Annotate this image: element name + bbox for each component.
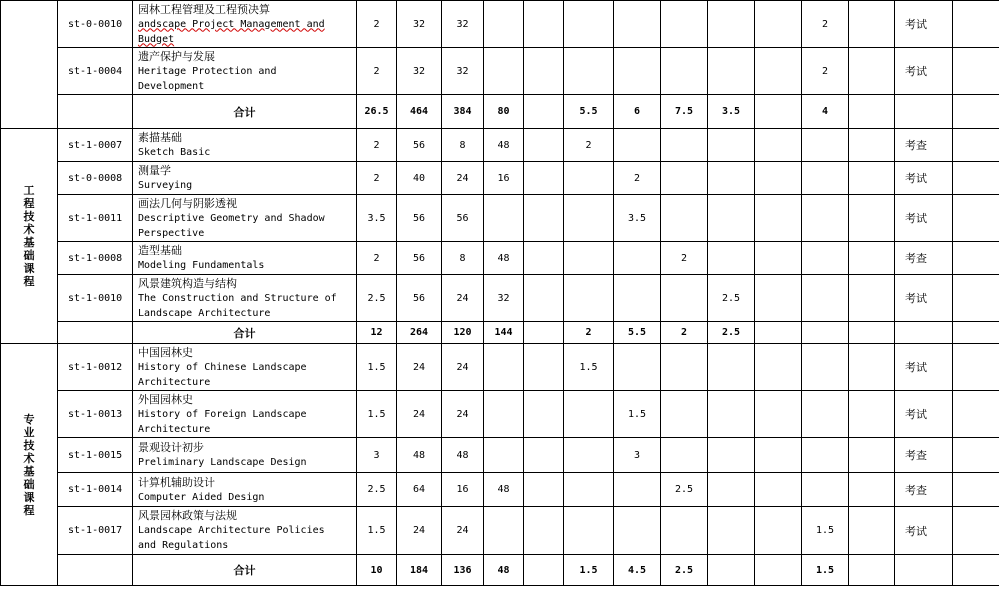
course-name: [133, 438, 357, 473]
semester-2-total: 5.5: [614, 322, 661, 344]
course-code: st-1-0011: [58, 195, 133, 242]
course-name-en: Computer Aided Design: [138, 491, 265, 503]
lecture-hours: 16: [442, 473, 484, 507]
total-hours: 24: [397, 344, 442, 391]
group-label-cell: [1, 344, 58, 586]
practice-hours: [484, 1, 524, 48]
course-code: st-0-0008: [58, 162, 133, 195]
table-row: [1, 242, 999, 275]
semester-5: [755, 129, 802, 162]
total-hours: 48: [397, 438, 442, 473]
credit: 2: [357, 48, 397, 95]
semester-5: [755, 344, 802, 391]
semester-6: [802, 195, 849, 242]
course-name-zh: 风景建筑构造与结构: [138, 276, 237, 290]
empty-cell: [524, 344, 564, 391]
course-name: [133, 473, 357, 507]
semester-2: [614, 275, 661, 322]
semester-2: [614, 48, 661, 95]
exam-type: 考查: [895, 473, 953, 507]
semester-6: 1.5: [802, 507, 849, 555]
semester-6-total: 1.5: [802, 555, 849, 586]
course-name-zh: 画法几何与阴影透视: [138, 196, 237, 210]
semester-2: 1.5: [614, 391, 661, 438]
course-name-en: Preliminary Landscape Design: [138, 457, 307, 468]
course-name-zh: 中国园林史: [138, 345, 193, 359]
empty-cell: [849, 322, 895, 344]
total-hours: 32: [397, 48, 442, 95]
practice-hours: 48: [484, 242, 524, 275]
semester-6: [802, 438, 849, 473]
credit: 2: [357, 129, 397, 162]
exam-type: 考试: [895, 162, 953, 195]
total-row: [1, 95, 999, 129]
semester-5: [755, 507, 802, 555]
empty-cell: [953, 344, 999, 391]
exam-type: 考查: [895, 242, 953, 275]
exam-type: 考查: [895, 129, 953, 162]
total-hours: 56: [397, 195, 442, 242]
semester-2: [614, 473, 661, 507]
empty-cell: [524, 555, 564, 586]
course-name: [133, 129, 357, 162]
course-name-en: Heritage Protection and Development: [138, 65, 277, 92]
lecture-hours: 24: [442, 344, 484, 391]
semester-1: [564, 507, 614, 555]
semester-6: 2: [802, 48, 849, 95]
lecture-hours: 32: [442, 1, 484, 48]
semester-4-total: [708, 555, 755, 586]
exam-type: 考试: [895, 391, 953, 438]
exam-type: 考试: [895, 344, 953, 391]
lecture-hours: 24: [442, 391, 484, 438]
lecture-hours: 24: [442, 162, 484, 195]
course-code: st-1-0008: [58, 242, 133, 275]
hours-total: 264: [397, 322, 442, 344]
course-name-zh: 计算机辅助设计: [138, 475, 215, 489]
course-name: [133, 344, 357, 391]
total-hours: 56: [397, 275, 442, 322]
semester-1: [564, 162, 614, 195]
course-name-en: Surveying: [138, 180, 193, 191]
semester-3-total: 2: [661, 322, 708, 344]
total-label: 合计: [133, 555, 357, 586]
total-hours: 56: [397, 242, 442, 275]
semester-3: [661, 344, 708, 391]
table-row: [1, 391, 999, 438]
course-name-zh: 园林工程管理及工程预决算: [138, 2, 270, 16]
semester-4: [708, 344, 755, 391]
empty-cell: [524, 1, 564, 48]
semester-6: 2: [802, 1, 849, 48]
semester-4-total: 3.5: [708, 95, 755, 129]
semester-3: [661, 195, 708, 242]
practice-hours: [484, 507, 524, 555]
semester-2-total: 4.5: [614, 555, 661, 586]
exam-type: 考试: [895, 275, 953, 322]
table-row: [1, 195, 999, 242]
empty-cell: [895, 95, 953, 129]
semester-6-total: [802, 322, 849, 344]
semester-1: [564, 1, 614, 48]
total-label: 合计: [133, 322, 357, 344]
empty-cell: [524, 391, 564, 438]
semester-2-total: 6: [614, 95, 661, 129]
empty-cell: [849, 391, 895, 438]
empty-cell: [524, 507, 564, 555]
empty-cell: [524, 322, 564, 344]
credit-total: 10: [357, 555, 397, 586]
credit: 3.5: [357, 195, 397, 242]
practice-hours: [484, 344, 524, 391]
course-name: [133, 275, 357, 322]
course-name-en: andscape Project Management and Budget: [138, 18, 325, 45]
empty-cell: [849, 1, 895, 48]
semester-5: [755, 438, 802, 473]
course-name-zh: 景观设计初步: [138, 441, 204, 454]
semester-2: 2: [614, 162, 661, 195]
empty-cell: [524, 95, 564, 129]
table-row: [1, 1, 999, 48]
course-name-en: Sketch Basic: [138, 147, 211, 158]
credit: 1.5: [357, 344, 397, 391]
semester-1-total: 2: [564, 322, 614, 344]
course-name-en: History of Foreign Landscape Architecture: [138, 408, 307, 435]
practice-hours: 32: [484, 275, 524, 322]
total-hours: 40: [397, 162, 442, 195]
course-name: [133, 507, 357, 555]
lecture-hours: 24: [442, 275, 484, 322]
semester-2: [614, 242, 661, 275]
course-code: st-1-0015: [58, 438, 133, 473]
semester-6-total: 4: [802, 95, 849, 129]
semester-3: [661, 275, 708, 322]
course-name-zh: 风景园林政策与法规: [138, 509, 237, 522]
semester-3: [661, 48, 708, 95]
credit: 2.5: [357, 473, 397, 507]
course-name-en: Modeling Fundamentals: [138, 260, 265, 271]
exam-type: 考试: [895, 48, 953, 95]
course-code: st-1-0013: [58, 391, 133, 438]
semester-6: [802, 242, 849, 275]
hours-total: 184: [397, 555, 442, 586]
semester-1: 1.5: [564, 344, 614, 391]
empty-cell: [849, 162, 895, 195]
total-hours: 24: [397, 391, 442, 438]
credit-total: 12: [357, 322, 397, 344]
empty-cell: [895, 555, 953, 586]
semester-1: [564, 473, 614, 507]
credit: 1.5: [357, 507, 397, 555]
group-label: 工程技术基础课程: [23, 184, 35, 288]
course-name-en: The Construction and Structure of Landscape Architecture: [138, 292, 337, 319]
empty-cell: [849, 555, 895, 586]
hours-total: 464: [397, 95, 442, 129]
course-name-en: Landscape Architecture Policies and Regulations: [138, 525, 325, 551]
semester-1: [564, 438, 614, 473]
practice-hours: 48: [484, 473, 524, 507]
semester-2: [614, 344, 661, 391]
semester-6: [802, 162, 849, 195]
credit: 1.5: [357, 391, 397, 438]
course-name-en: Descriptive Geometry and Shadow Perspective: [138, 212, 325, 239]
empty-cell: [58, 322, 133, 344]
practice-hours: 48: [484, 129, 524, 162]
semester-3: [661, 391, 708, 438]
credit: 2: [357, 162, 397, 195]
empty-cell: [849, 275, 895, 322]
semester-2: [614, 1, 661, 48]
empty-cell: [524, 162, 564, 195]
semester-4: [708, 391, 755, 438]
empty-cell: [849, 48, 895, 95]
semester-5: [755, 275, 802, 322]
semester-2: [614, 129, 661, 162]
semester-1: [564, 391, 614, 438]
total-hours: 56: [397, 129, 442, 162]
course-code: st-1-0004: [58, 48, 133, 95]
semester-5: [755, 473, 802, 507]
empty-cell: [953, 275, 999, 322]
lecture-hours: 8: [442, 129, 484, 162]
practice-hours: [484, 391, 524, 438]
empty-cell: [953, 473, 999, 507]
empty-cell: [953, 1, 999, 48]
table-row: [1, 275, 999, 322]
table-row: [1, 48, 999, 95]
empty-cell: [953, 391, 999, 438]
lecture-hours: 48: [442, 438, 484, 473]
course-name-zh: 外国园林史: [138, 392, 193, 406]
semester-5: [755, 242, 802, 275]
exam-type: 考试: [895, 507, 953, 555]
course-name-zh: 遗产保护与发展: [138, 49, 215, 63]
table-row: [1, 473, 999, 507]
semester-4-total: 2.5: [708, 322, 755, 344]
semester-6: [802, 473, 849, 507]
semester-5: [755, 195, 802, 242]
semester-4: [708, 1, 755, 48]
empty-cell: [849, 129, 895, 162]
course-name: [133, 242, 357, 275]
semester-4: [708, 48, 755, 95]
practice-hours: [484, 48, 524, 95]
empty-cell: [524, 438, 564, 473]
empty-cell: [58, 555, 133, 586]
total-row: [1, 322, 999, 344]
lecture-hours: 8: [442, 242, 484, 275]
course-code: st-1-0017: [58, 507, 133, 555]
total-row: [1, 555, 999, 586]
course-name-zh: 测量学: [138, 164, 171, 177]
practice-total: 80: [484, 95, 524, 129]
exam-type: 考试: [895, 1, 953, 48]
semester-3: [661, 438, 708, 473]
semester-5: [755, 391, 802, 438]
semester-1-total: 5.5: [564, 95, 614, 129]
group-label-cell: [1, 129, 58, 344]
empty-cell: [524, 473, 564, 507]
semester-6: [802, 129, 849, 162]
course-name: [133, 195, 357, 242]
empty-cell: [524, 242, 564, 275]
semester-6: [802, 275, 849, 322]
practice-total: 144: [484, 322, 524, 344]
credit: 3: [357, 438, 397, 473]
semester-3: [661, 129, 708, 162]
table-row: [1, 438, 999, 473]
course-name-zh: 素描基础: [138, 131, 182, 144]
semester-4: [708, 438, 755, 473]
empty-cell: [953, 242, 999, 275]
exam-type: 考试: [895, 195, 953, 242]
semester-5-total: [755, 95, 802, 129]
semester-3-total: 7.5: [661, 95, 708, 129]
practice-hours: [484, 195, 524, 242]
lecture-total: 120: [442, 322, 484, 344]
semester-1: [564, 195, 614, 242]
course-code: st-1-0014: [58, 473, 133, 507]
semester-4: [708, 195, 755, 242]
empty-cell: [849, 344, 895, 391]
course-name-zh: 造型基础: [138, 244, 182, 257]
course-code: st-0-0010: [58, 1, 133, 48]
semester-6: [802, 344, 849, 391]
table-row: [1, 129, 999, 162]
credit-total: 26.5: [357, 95, 397, 129]
semester-3: [661, 507, 708, 555]
course-name: [133, 48, 357, 95]
total-hours: 24: [397, 507, 442, 555]
course-name-en: History of Chinese Landscape Architecture: [138, 361, 307, 388]
table-row: [1, 344, 999, 391]
empty-cell: [849, 438, 895, 473]
course-name: [133, 391, 357, 438]
semester-3: [661, 162, 708, 195]
empty-cell: [953, 162, 999, 195]
semester-4: [708, 473, 755, 507]
semester-1-total: 1.5: [564, 555, 614, 586]
lecture-hours: 56: [442, 195, 484, 242]
semester-1: 2: [564, 129, 614, 162]
semester-5-total: [755, 555, 802, 586]
semester-3-total: 2.5: [661, 555, 708, 586]
empty-cell: [953, 507, 999, 555]
empty-cell: [524, 195, 564, 242]
empty-cell: [953, 48, 999, 95]
semester-3: 2.5: [661, 473, 708, 507]
total-hours: 32: [397, 1, 442, 48]
empty-cell: [953, 555, 999, 586]
semester-5: [755, 48, 802, 95]
table-row: [1, 507, 999, 555]
empty-cell: [524, 129, 564, 162]
empty-cell: [524, 275, 564, 322]
empty-cell: [524, 48, 564, 95]
course-code: st-1-0007: [58, 129, 133, 162]
empty-cell: [849, 95, 895, 129]
empty-cell: [849, 473, 895, 507]
semester-4: [708, 242, 755, 275]
empty-cell: [58, 95, 133, 129]
semester-2: [614, 507, 661, 555]
course-code: st-1-0012: [58, 344, 133, 391]
course-name: [133, 162, 357, 195]
table-row: [1, 162, 999, 195]
semester-5: [755, 162, 802, 195]
empty-cell: [953, 129, 999, 162]
semester-5: [755, 1, 802, 48]
empty-cell: [849, 242, 895, 275]
course-name: [133, 1, 357, 48]
empty-cell: [849, 195, 895, 242]
lecture-total: 384: [442, 95, 484, 129]
group-label: 专业技术基础课程: [23, 412, 35, 517]
course-code: st-1-0010: [58, 275, 133, 322]
empty-cell: [953, 95, 999, 129]
total-hours: 64: [397, 473, 442, 507]
lecture-total: 136: [442, 555, 484, 586]
semester-1: [564, 48, 614, 95]
semester-4: [708, 162, 755, 195]
credit: 2.5: [357, 275, 397, 322]
semester-3: 2: [661, 242, 708, 275]
empty-cell: [895, 322, 953, 344]
empty-cell: [849, 507, 895, 555]
practice-hours: [484, 438, 524, 473]
practice-hours: 16: [484, 162, 524, 195]
credit: 2: [357, 1, 397, 48]
semester-4: [708, 507, 755, 555]
semester-4: [708, 129, 755, 162]
semester-2: 3: [614, 438, 661, 473]
total-label: 合计: [133, 95, 357, 129]
lecture-hours: 24: [442, 507, 484, 555]
credit: 2: [357, 242, 397, 275]
exam-type: 考查: [895, 438, 953, 473]
semester-4: 2.5: [708, 275, 755, 322]
semester-5-total: [755, 322, 802, 344]
semester-6: [802, 391, 849, 438]
empty-cell: [953, 195, 999, 242]
empty-cell: [953, 322, 999, 344]
empty-cell: [953, 438, 999, 473]
practice-total: 48: [484, 555, 524, 586]
semester-3: [661, 1, 708, 48]
semester-1: [564, 242, 614, 275]
lecture-hours: 32: [442, 48, 484, 95]
semester-1: [564, 275, 614, 322]
group-label-cell: [1, 1, 58, 129]
semester-2: 3.5: [614, 195, 661, 242]
